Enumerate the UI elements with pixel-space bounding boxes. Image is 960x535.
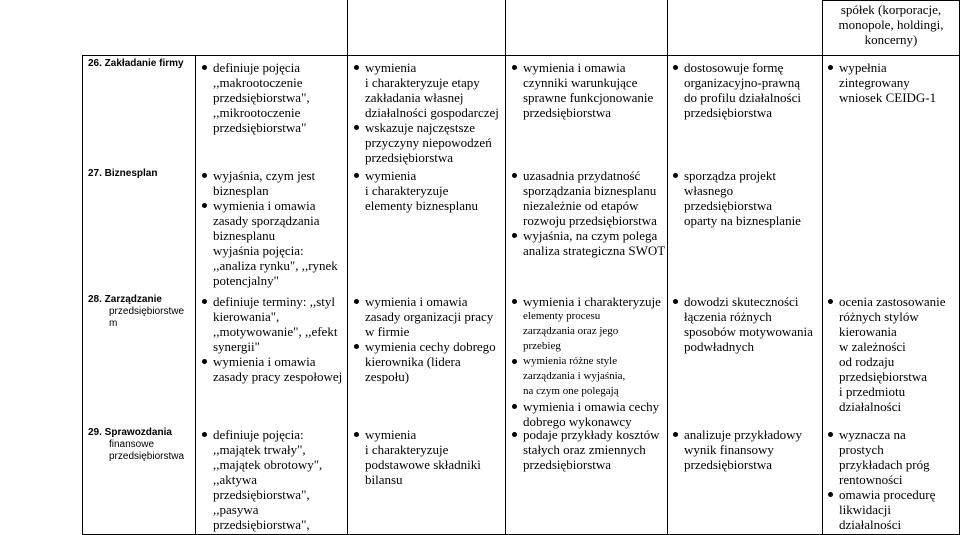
text-line: biznesplan — [213, 183, 269, 198]
text-line: i charakteryzuje — [365, 183, 449, 198]
text-line: przedsiębiorstwa" — [213, 120, 307, 135]
text-line: kierownika (lidera — [365, 354, 461, 369]
grid-line — [822, 0, 960, 1]
list-item — [200, 294, 346, 354]
row29-col4 — [510, 427, 666, 472]
text-line: wymienia i charakteryzuje — [523, 294, 661, 309]
row29-col3 — [352, 427, 504, 487]
list-item — [510, 354, 666, 399]
text-line: wymienia i omawia — [213, 354, 316, 369]
row29-col6 — [826, 427, 958, 532]
text-line: i charakteryzuje etapy — [365, 75, 480, 90]
text-line: zespołu) — [365, 369, 410, 384]
text-line: wymienia i omawia cechy — [523, 399, 660, 414]
text-line: zarządzania i wyjaśnia, — [523, 370, 626, 382]
text-line: kierowania — [839, 324, 897, 339]
text-line: i przedmiotu — [839, 384, 906, 399]
text-line: wyjaśnia, czym jest — [213, 168, 316, 183]
list-item — [200, 75, 346, 135]
text-line: ,,makrootoczenie — [213, 75, 303, 90]
list-item — [671, 427, 821, 472]
list-item — [352, 427, 504, 442]
row28-col3 — [352, 294, 504, 384]
list-item — [352, 120, 504, 135]
grid-line — [82, 55, 83, 535]
text-line: przyczyny niepowodzeń — [365, 135, 492, 150]
text-line: analizuje przykładowy — [684, 427, 803, 442]
row29-col2 — [200, 427, 346, 532]
text-line: ,,motywowanie", ,,efekt — [213, 324, 338, 339]
list-item — [352, 442, 504, 487]
list-item — [826, 294, 958, 414]
text-line: monopole, holdingi, — [838, 17, 944, 32]
text-line: przedsiębiorstwa", — [213, 517, 310, 532]
text-line: przedsiębiorstwe — [109, 306, 185, 317]
text-line: omawia procedurę — [839, 487, 936, 502]
text-line: likwidacji — [839, 502, 891, 517]
text-line: elementy biznesplanu — [365, 198, 478, 213]
grid-line — [667, 0, 668, 535]
text-line: spółek (korporacje, — [840, 2, 942, 17]
grid-line — [505, 0, 506, 535]
text-line: przedsiębiorstwa", — [213, 90, 310, 105]
list-item — [200, 60, 346, 75]
text-line: zasady sporządzania — [213, 213, 320, 228]
text-line: przedsiębiorstwa — [523, 457, 612, 472]
text-line: wyjaśnia pojęcia: — [213, 243, 304, 258]
text-line: ocenia zastosowanie — [839, 294, 946, 309]
row26-col5 — [671, 60, 821, 120]
row29-col5 — [671, 427, 821, 472]
row27-col2 — [200, 168, 346, 288]
text-line: elementy procesu — [523, 310, 601, 322]
list-item — [200, 354, 346, 384]
text-line: wyjaśnia, na czym polega — [523, 228, 658, 243]
text-line: koncerny) — [864, 32, 918, 47]
text-line: ,,majątek trwały", — [213, 442, 306, 457]
list-item — [352, 294, 504, 339]
text-line: organizacyjno-prawną — [684, 75, 800, 90]
text-line: dostosowuje formę — [684, 60, 784, 75]
row28-col4 — [510, 294, 666, 429]
text-line: w zależności — [839, 339, 906, 354]
row26-col4 — [510, 60, 666, 120]
list-item — [671, 294, 821, 354]
list-item — [671, 168, 821, 228]
text-line: analiza strategiczna SWOT — [523, 243, 666, 258]
text-line: dobrego wykonawcy — [523, 414, 632, 429]
text-line: 29. Sprawozdania — [88, 427, 172, 438]
list-item — [352, 135, 504, 165]
grid-line — [82, 55, 960, 56]
list-item — [510, 294, 666, 354]
text-line: wymienia i omawia — [365, 294, 468, 309]
text-line: przebieg — [523, 340, 561, 352]
text-line: przedsiębiorstwa — [365, 150, 454, 165]
row28-col2 — [200, 294, 346, 384]
list-item — [200, 243, 346, 288]
text-line: i charakteryzuje — [365, 442, 449, 457]
list-item — [200, 168, 346, 198]
list-item — [352, 60, 504, 75]
text-line: wniosek CEIDG-1 — [839, 90, 937, 105]
text-line: czynniki warunkujące — [523, 75, 638, 90]
grid-line — [347, 0, 348, 535]
text-line: sporządza projekt — [684, 168, 777, 183]
text-line: działalności — [839, 399, 902, 414]
text-line: wskazuje najczęstsze — [365, 120, 476, 135]
row26-col3 — [352, 60, 504, 165]
text-line: synergii" — [213, 339, 260, 354]
text-line: własnego przedsiębiorstwa — [684, 183, 773, 213]
text-line: definiuje pojęcia: — [213, 427, 304, 442]
text-line: definiuje terminy: ,,styl — [213, 294, 336, 309]
text-line: wynik finansowy — [684, 442, 774, 457]
grid-line — [195, 55, 196, 535]
text-line: 28. Zarządzanie — [88, 294, 162, 305]
text-line: działalności — [839, 517, 902, 532]
text-line: ,,aktywa — [213, 472, 258, 487]
text-line: m — [109, 318, 118, 329]
row28-col6 — [826, 294, 958, 414]
text-line: podwładnych — [684, 339, 755, 354]
list-item — [200, 427, 346, 532]
text-line: ,,pasywa — [213, 502, 259, 517]
text-line: łączenia różnych — [684, 309, 772, 324]
row26-col2 — [200, 60, 346, 135]
text-line: wymienia i omawia — [213, 198, 316, 213]
text-line: przedsiębiorstwa", — [213, 487, 310, 502]
text-line: zintegrowany — [839, 75, 910, 90]
text-line: zarządzania oraz jego — [523, 325, 619, 337]
list-item — [352, 339, 504, 384]
text-line: dowodzi skuteczności — [684, 294, 799, 309]
text-line: 26. Zakładanie firmy — [88, 58, 184, 69]
text-line: przedsiębiorstwa — [684, 105, 773, 120]
list-item — [510, 60, 666, 120]
text-line: sporządzania biznesplanu — [523, 183, 657, 198]
text-line: 27. Biznesplan — [88, 168, 158, 179]
text-line: wyznacza na — [839, 427, 906, 442]
row-title-27 — [88, 168, 194, 180]
row27-col4 — [510, 168, 666, 258]
list-item — [510, 168, 666, 228]
list-item — [826, 60, 958, 105]
text-line: podaje przykłady kosztów — [523, 427, 660, 442]
text-line: bilansu — [365, 472, 403, 487]
list-item — [510, 228, 666, 258]
text-line: rozwoju przedsiębiorstwa — [523, 213, 657, 228]
text-line: rentowności — [839, 472, 903, 487]
row-title-28 — [88, 294, 194, 330]
text-line: przedsiębiorstwa — [684, 457, 773, 472]
text-line: w firmie — [365, 324, 410, 339]
text-line: finansowe — [109, 439, 155, 450]
text-line: sposobów motywowania — [684, 324, 813, 339]
text-line: prostych — [839, 442, 884, 457]
row27-col5 — [671, 168, 821, 228]
text-line: ,,majątek obrotowy", — [213, 457, 323, 472]
text-line: biznesplanu — [213, 228, 276, 243]
text-line: wypełnia — [839, 60, 887, 75]
text-line: definiuje pojęcia — [213, 60, 300, 75]
text-line: przedsiębiorstwa — [109, 451, 185, 462]
row28-col5 — [671, 294, 821, 354]
row-title-29 — [88, 427, 194, 463]
text-line: uzasadnia przydatność — [523, 168, 641, 183]
text-line: niezależnie od etapów — [523, 198, 639, 213]
text-line: zasady organizacji pracy — [365, 309, 494, 324]
text-line: wymienia różne style — [523, 355, 618, 367]
text-line: zakładania własnej — [365, 90, 464, 105]
continuation-text — [823, 2, 959, 47]
list-item — [671, 60, 821, 120]
text-line: różnych stylów — [839, 309, 919, 324]
list-item — [826, 427, 958, 487]
text-line: zasady pracy zespołowej — [213, 369, 343, 384]
text-line: oparty na biznesplanie — [684, 213, 801, 228]
text-line: ,,analiza rynku", ,,rynek — [213, 258, 338, 273]
text-line: wymienia — [365, 427, 417, 442]
text-line: wymienia i omawia — [523, 60, 626, 75]
row26-col6 — [826, 60, 958, 105]
text-line: przedsiębiorstwa — [839, 369, 928, 384]
text-line: działalności gospodarczej — [365, 105, 499, 120]
text-line: wymienia — [365, 168, 417, 183]
text-line: wymienia cechy dobrego — [365, 339, 496, 354]
list-item — [510, 399, 666, 429]
text-line: podstawowe składniki — [365, 457, 481, 472]
text-line: stałych oraz zmiennych — [523, 442, 646, 457]
text-line: potencjalny" — [213, 273, 279, 288]
row27-col3 — [352, 168, 504, 213]
text-line: wymienia — [365, 60, 417, 75]
list-item — [826, 487, 958, 532]
text-line: na czym one polegają — [523, 385, 619, 397]
list-item — [352, 168, 504, 183]
grid-line — [822, 0, 823, 535]
text-line: przykładach próg — [839, 457, 930, 472]
text-line: ,,mikrootoczenie — [213, 105, 301, 120]
list-item — [352, 75, 504, 120]
text-line: przedsiębiorstwa — [523, 105, 612, 120]
text-line: od rodzaju — [839, 354, 895, 369]
text-line: kierowania", — [213, 309, 280, 324]
list-item — [352, 183, 504, 213]
row-title-26 — [88, 58, 194, 70]
list-item — [200, 198, 346, 243]
list-item — [510, 427, 666, 472]
text-line: do profilu działalności — [684, 90, 801, 105]
text-line: sprawne funkcjonowanie — [523, 90, 654, 105]
